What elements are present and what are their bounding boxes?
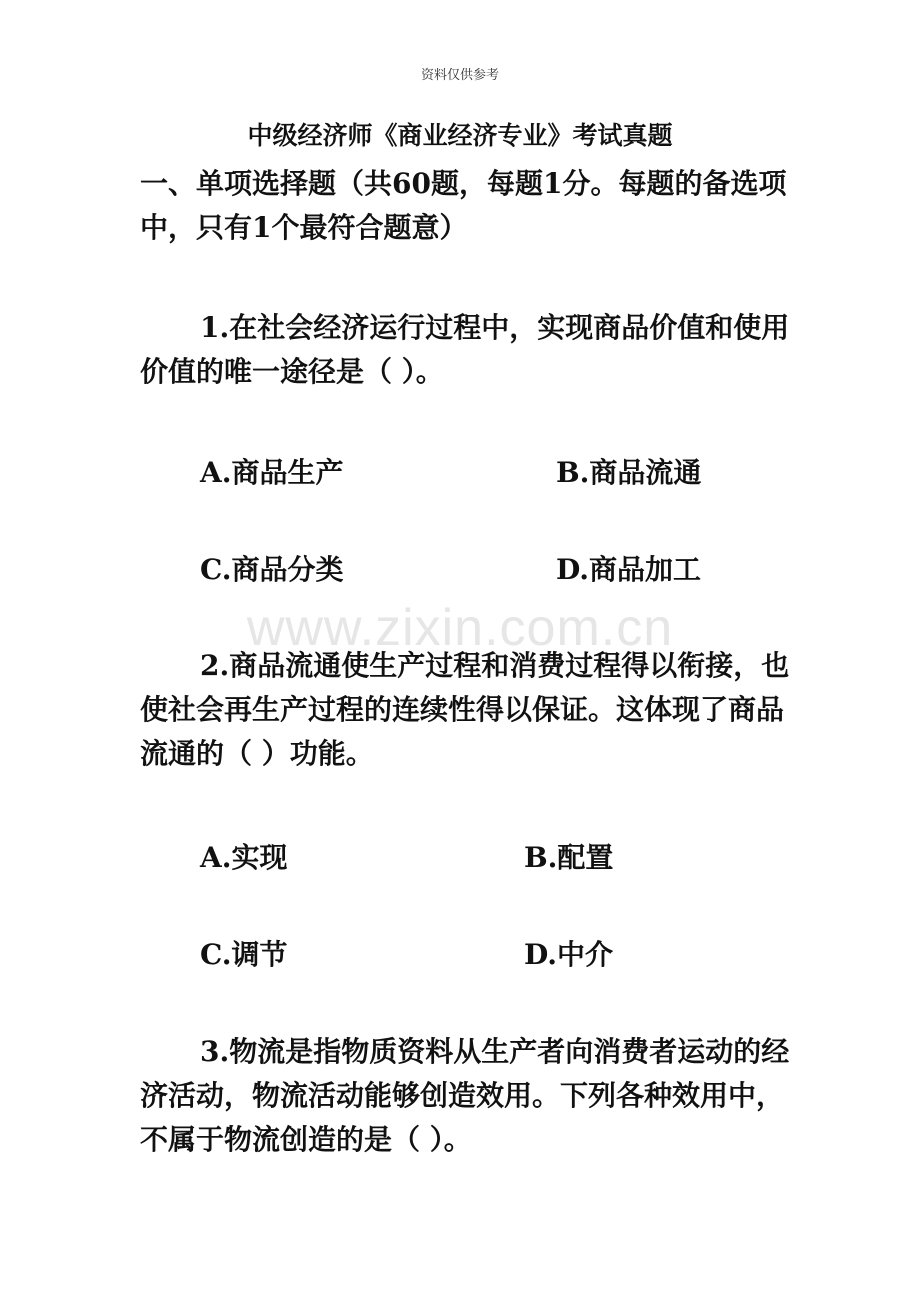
question-1-option-d: D.商品加工 [556, 553, 702, 586]
document-title: 中级经济师《商业经济专业》考试真题 [247, 121, 673, 150]
question-1-option-b: B.商品流通 [556, 456, 702, 489]
question-2-option-b: B.配置 [524, 841, 614, 874]
question-2-option-a: A.实现 [200, 841, 288, 874]
question-1-option-c: C.商品分类 [200, 553, 344, 586]
question-1-option-a: A.商品生产 [200, 456, 344, 489]
header-note: 资料仅供参考 [420, 68, 499, 83]
question-2-option-c: C.调节 [200, 938, 288, 971]
section-heading: 一、单项选择题（共60题，每题1分。每题的备选项中，只有1个最符合题意） [140, 167, 787, 244]
question-1-stem: 1.在社会经济运行过程中，实现商品价值和使用价值的唯一途径是（ ）。 [140, 311, 790, 388]
question-2-stem: 2.商品流通使生产过程和消费过程得以衔接，也使社会再生产过程的连续性得以保证。这体现了商品流通的（ ）功能。 [140, 649, 790, 770]
watermark: www.zixin.com.cn [246, 599, 674, 657]
question-3-stem: 3.物流是指物质资料从生产者向消费者运动的经济活动，物流活动能够创造效用。下列各种效用中，不属于物流创造的是（ ）。 [140, 1035, 790, 1156]
question-2-option-d: D.中介 [524, 938, 614, 971]
